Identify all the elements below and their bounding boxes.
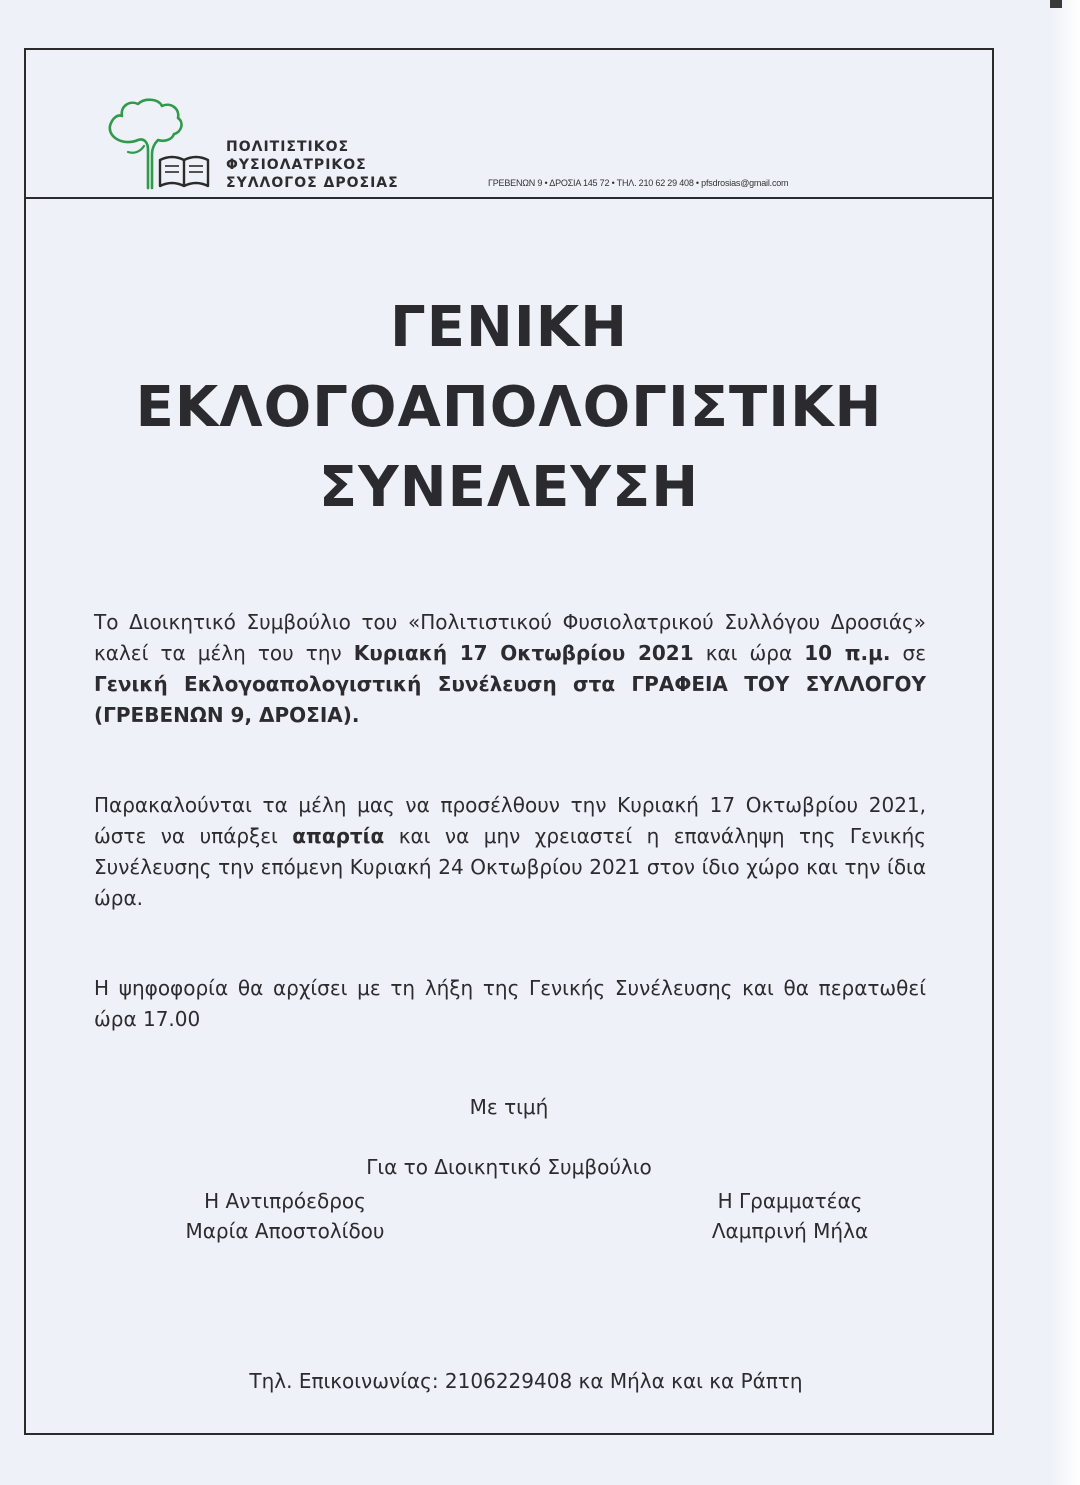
meeting-location: Γενική Εκλογοαπολογιστική Συνέλευση στα ΓΡΑΦΕΙΑ ΤΟΥ ΣΥΛΛΟΓΟΥ (ΓΡΕΒΕΝΩΝ 9, ΔΡΟΣΙΑ).: [94, 672, 926, 727]
paragraph1-text3: σε: [890, 641, 927, 665]
contact-footer: Τηλ. Επικοινωνίας: 2106229408 κα Μήλα και κα Ράπτη: [249, 1369, 803, 1393]
secretary-name: Λαμπρινή Μήλα: [711, 1219, 869, 1243]
quorum-word: απαρτία: [292, 824, 385, 848]
vice-president-role: Η Αντιπρόεδρος: [204, 1189, 366, 1213]
document-title: [24, 288, 994, 528]
organization-name: [226, 138, 399, 192]
scan-artifact: [1050, 0, 1062, 8]
organization-line3: ΣΥΛΛΟΓΟΣ ΔΡΟΣΙΑΣ: [226, 175, 399, 191]
organization-line1: ΠΟΛΙΤΙΣΤΙΚΟΣ: [226, 139, 350, 155]
paragraph2-text1: Παρακαλούνται τα μέλη μας να προσέλθουν την Κυριακή 17 Οκτωβρίου 2021, ώστε να υπάρξει: [94, 793, 926, 848]
closing-greeting: Με τιμή: [469, 1095, 549, 1119]
board-signature-heading: Για το Διοικητικό Συμβούλιο: [366, 1155, 652, 1179]
title-line3: ΣΥΝΕΛΕΥΣΗ: [318, 455, 700, 520]
quorum-paragraph: [94, 790, 926, 914]
header-divider: [24, 197, 994, 199]
paragraph1-text1: Το Διοικητικό Συμβούλιο του «Πολιτιστικού Φυσιολατρικού Συλλόγου Δροσιάς» καλεί τα μέλη του την: [94, 610, 926, 665]
scan-edge: [1050, 0, 1080, 1485]
paragraph2-text2: και να μην χρειαστεί η επανάληψη της Γενικής Συνέλευσης την επόμενη Κυριακή 24 Οκτωβρίου 2021 στον ίδιο χώρο και την ίδια ώρα.: [94, 824, 926, 910]
title-line2: ΕΚΛΟΓΟΑΠΟΛΟΓΙΣΤΙΚΗ: [135, 375, 883, 440]
organization-line2: ΦΥΣΙΟΛΑΤΡΙΚΟΣ: [226, 157, 367, 173]
paragraph1-text2: και ώρα: [693, 641, 805, 665]
contact-info: ΓΡΕΒΕΝΩΝ 9 • ΔΡΟΣΙΑ 145 72 • ΤΗΛ. 210 62 29 408 • pfsdrosias@gmail.com: [488, 178, 789, 188]
title-line1: ΓΕΝΙΚΗ: [390, 295, 628, 360]
invitation-paragraph: [94, 607, 926, 731]
secretary-signature: [690, 1186, 890, 1246]
voting-paragraph: Η ψηφοφορία θα αρχίσει με τη λήξη της Γενικής Συνέλευσης και θα περατωθεί ώρα 17.00: [94, 976, 926, 1031]
tree-book-logo-icon: [104, 98, 216, 194]
meeting-time: 10 π.μ.: [804, 641, 891, 665]
meeting-date: Κυριακή 17 Οκτωβρίου 2021: [353, 641, 694, 665]
secretary-role: Η Γραμματέας: [717, 1189, 863, 1213]
vice-president-signature: [172, 1186, 398, 1246]
vice-president-name: Μαρία Αποστολίδου: [185, 1219, 385, 1243]
